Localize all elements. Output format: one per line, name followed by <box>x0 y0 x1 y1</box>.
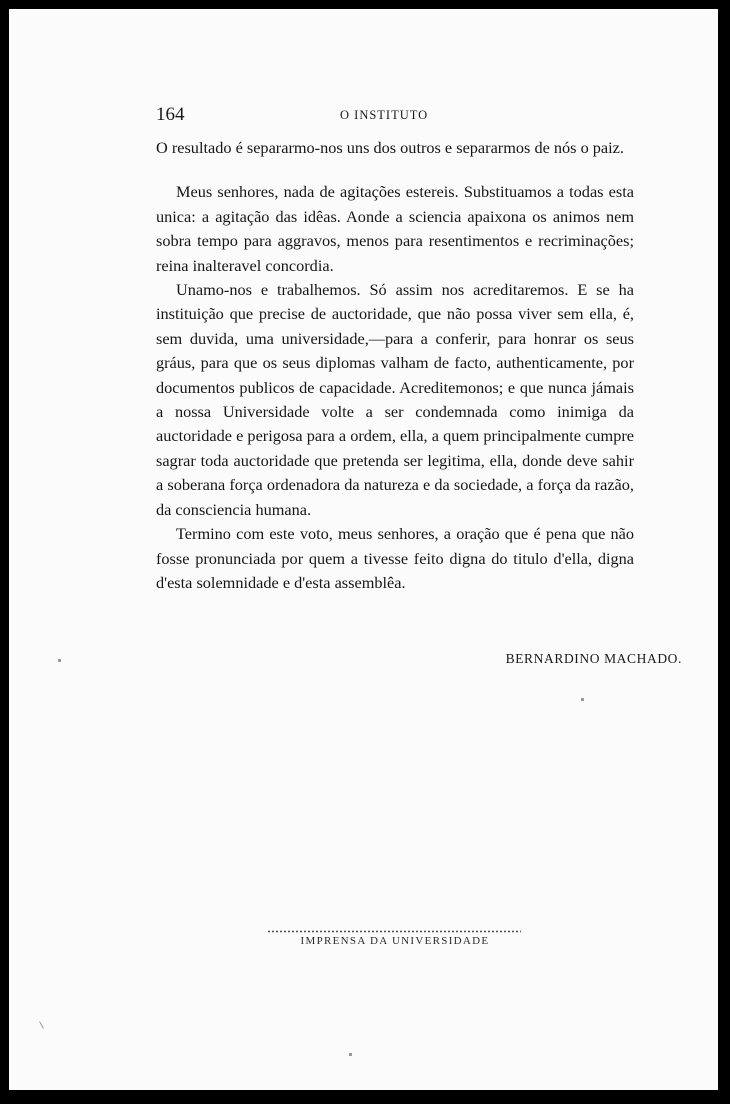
printer-imprint: IMPRENSA DA UNIVERSIDADE <box>300 935 490 947</box>
paragraph-4: Termino com este voto, meus senhores, a oração que é pena que não fosse pronunciada por quem a tivesse feito digna do titulo d'ella, digna d'esta solemnidade e d'esta assemblêa. <box>156 524 634 592</box>
print-speck <box>581 698 584 701</box>
page-number: 164 <box>156 104 185 125</box>
print-speck <box>349 1053 352 1056</box>
book-page <box>9 9 718 1090</box>
page-header <box>156 104 636 128</box>
paragraph-1: O resultado é separarmo-nos uns dos outros e separarmos de nós o paiz. <box>156 138 624 157</box>
footer-divider <box>267 930 521 933</box>
author-signature: BERNARDINO MACHADO. <box>505 651 682 666</box>
body-text <box>156 136 634 595</box>
paragraph-3: Unamo-nos e trabalhemos. Só assim nos acreditaremos. E se ha instituição que precise de auctoridade, que não possa viver sem ella, é, sem duvida, uma universidade,—para a conferir, para honrar os seus gráus, para que os seus diplomas valham de facto, authenticamente, por documentos publicos de capacidade. Acreditemonos; e que nunca jámais a nossa Universidade volte a ser condemnada como inimiga da auctoridade e perigosa para a ordem, ella, a quem principalmente cumpre sagrar toda auctoridade que pretenda ser legitima, ella, donde deve sahir a soberana força ordenadora da natureza e da sociedade, a força da razão, da consciencia humana. <box>156 280 634 519</box>
print-speck <box>58 659 61 662</box>
print-speck <box>39 1021 44 1028</box>
paragraph-2: Meus senhores, nada de agitações estereis. Substituamos a todas esta unica: a agitação das idêas. Aonde a sciencia apaixona os animos nem sobra tempo para aggravos, menos para resentimentos e recriminações; reina inalteravel concordia. <box>156 182 634 275</box>
running-title: O INSTITUTO <box>340 108 429 122</box>
